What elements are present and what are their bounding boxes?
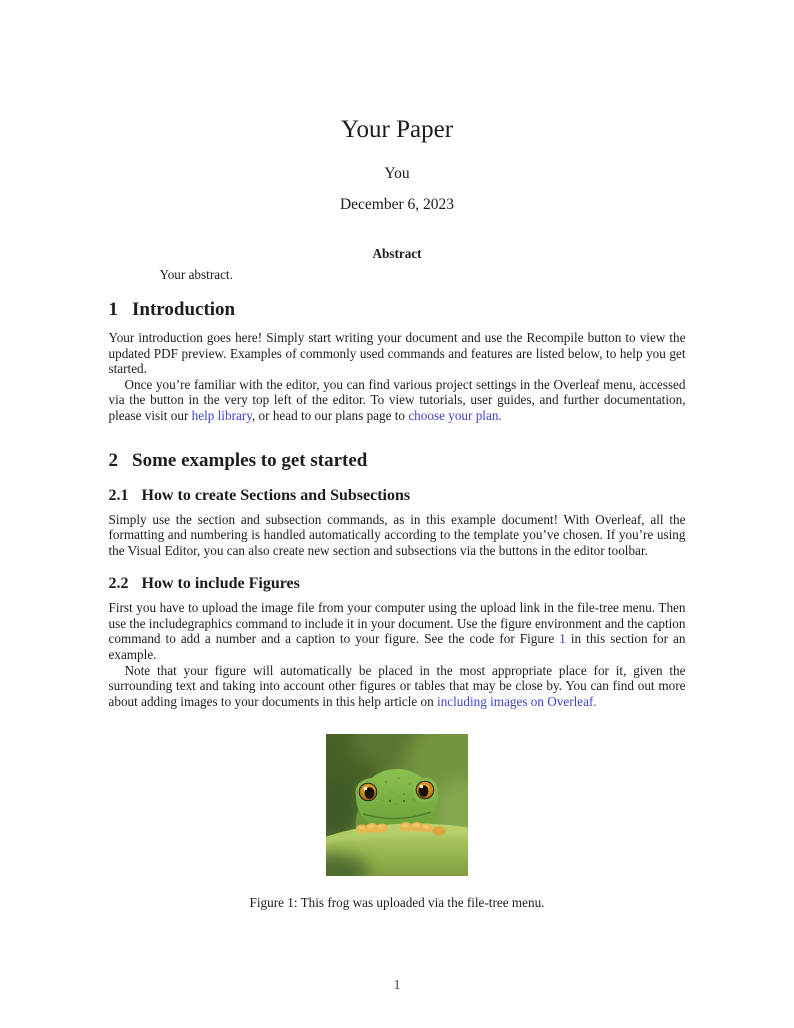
subsection-2-2-paragraph-1-text-b: in this section for an example. (108, 631, 686, 663)
figure-1 (109, 734, 686, 881)
figure-1-reference-link[interactable]: 1 (559, 631, 566, 647)
paper-author: You (384, 164, 410, 182)
section-2-heading (109, 449, 686, 472)
subsection-2-2-paragraph-1 (109, 600, 686, 662)
abstract-heading: Abstract (372, 245, 422, 261)
section-2-title: Some examples to get started (132, 449, 368, 471)
section-1-title: Introduction (132, 298, 236, 320)
intro-paragraph-1: Your introduction goes here! Simply start writing your document and use the Recompile button to view the updated PDF preview. Examples of commonly used commands and features are listed below, to help you get started. (108, 329, 686, 377)
subsection-2-1-title: How to create Sections and Subsections (141, 486, 411, 504)
subsection-2-2-number: 2.2 (108, 575, 129, 593)
subsection-2-1-heading (109, 486, 686, 505)
frog-photo-image (326, 734, 468, 876)
subsection-2-2-paragraph-1-text-a: First you have to upload the image file from your computer using the upload link in the file-tree menu. Then use the includegraphics command to include it in your document. Use the figure environment and the caption command to add a number and a caption to your figure. See the code for Figure (108, 600, 686, 647)
subsection-2-1-number: 2.1 (108, 486, 129, 504)
paper-date: December 6, 2023 (339, 196, 455, 214)
subsection-2-2-paragraph-2-text-a: Note that your figure will automatically be placed in the most appropriate place for it, given the surrounding text and taking into account other figures or tables that may be close by. You can find out more about adding images to your documents in this help article on (108, 662, 686, 709)
section-1-heading (109, 298, 686, 321)
subsection-2-2-title: How to include Figures (141, 575, 300, 593)
intro-paragraph-2-text-a: Once you’re familiar with the editor, you can find various project settings in the Overleaf menu, accessed via the button in the very top left of the editor. To view tutorials, user guides, and further documentation, please visit our (108, 376, 686, 423)
subsection-2-2-paragraph-2 (109, 663, 686, 710)
subsection-2-1-paragraph: Simply use the section and subsection commands, as in this example document! With Overleaf, all the formatting and numbering is handled automatically according to the template you’ve chosen. If you’re using the Visual Editor, you can also create new section and subsections via the buttons in the editor toolbar. (108, 511, 686, 558)
subsection-2-2-heading (109, 574, 686, 593)
section-1-number: 1 (108, 298, 118, 320)
page-number: 1 (393, 977, 401, 992)
intro-paragraph-2-text-b: , or head to our plans page to (251, 407, 409, 423)
section-2-number: 2 (108, 449, 118, 471)
including-images-link[interactable]: including images on Overleaf. (437, 693, 597, 709)
help-library-link[interactable]: help library (191, 407, 252, 423)
choose-your-plan-link[interactable]: choose your plan. (408, 407, 502, 423)
intro-paragraph-2 (109, 377, 686, 424)
abstract-text: Your abstract. (159, 266, 233, 282)
paper-title: Your Paper (340, 116, 454, 143)
figure-1-caption: Figure 1: This frog was uploaded via the file-tree menu. (249, 895, 545, 911)
